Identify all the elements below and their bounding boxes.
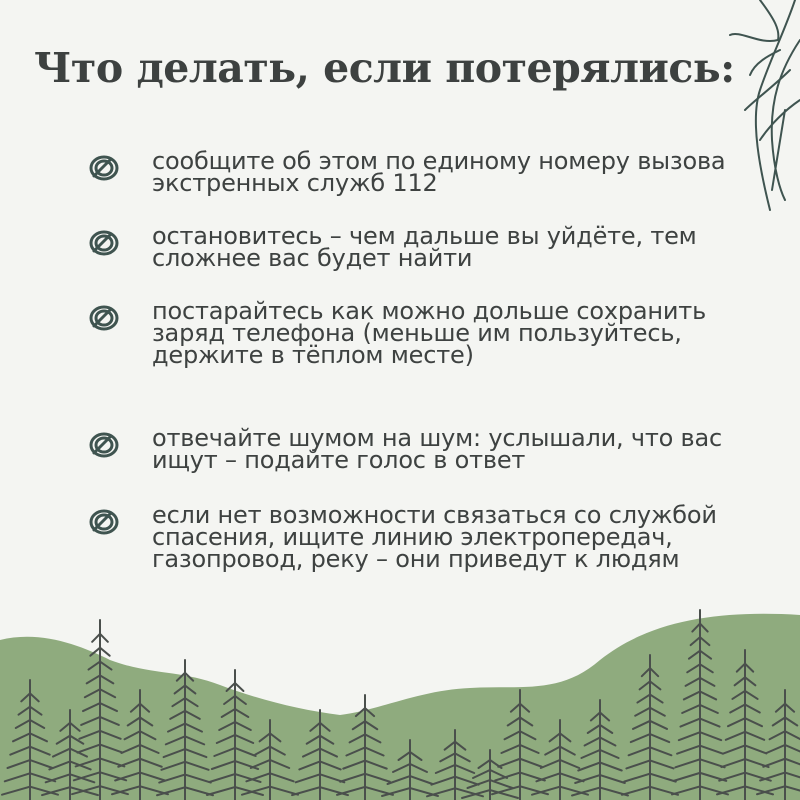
swirl-bullet-icon [86, 300, 122, 336]
list-item-text: если нет возможности связаться со службой спасения, ищите линию электропередач, газопровод, реку – они приведут к людям [152, 501, 717, 573]
list-item-text: постарайтесь как можно дольше сохранить заряд телефона (меньше им пользуйтесь, держите в тёплом месте) [152, 297, 707, 369]
swirl-bullet-icon [86, 504, 122, 540]
forest-illustration [0, 600, 800, 800]
list-item-text: сообщите об этом по единому номеру вызова экстренных служб 112 [152, 147, 726, 197]
list-item-text: отвечайте шумом на шум: услышали, что вас ищут – подайте голос в ответ [152, 424, 723, 474]
page-title: Что делать, если потерялись: [34, 44, 735, 92]
hill-shape [0, 614, 800, 800]
swirl-bullet-icon [86, 427, 122, 463]
swirl-bullet-icon [86, 225, 122, 261]
list-item-text: остановитесь – чем дальше вы уйдёте, тем сложнее вас будет найти [152, 222, 697, 272]
swirl-bullet-icon [86, 150, 122, 186]
